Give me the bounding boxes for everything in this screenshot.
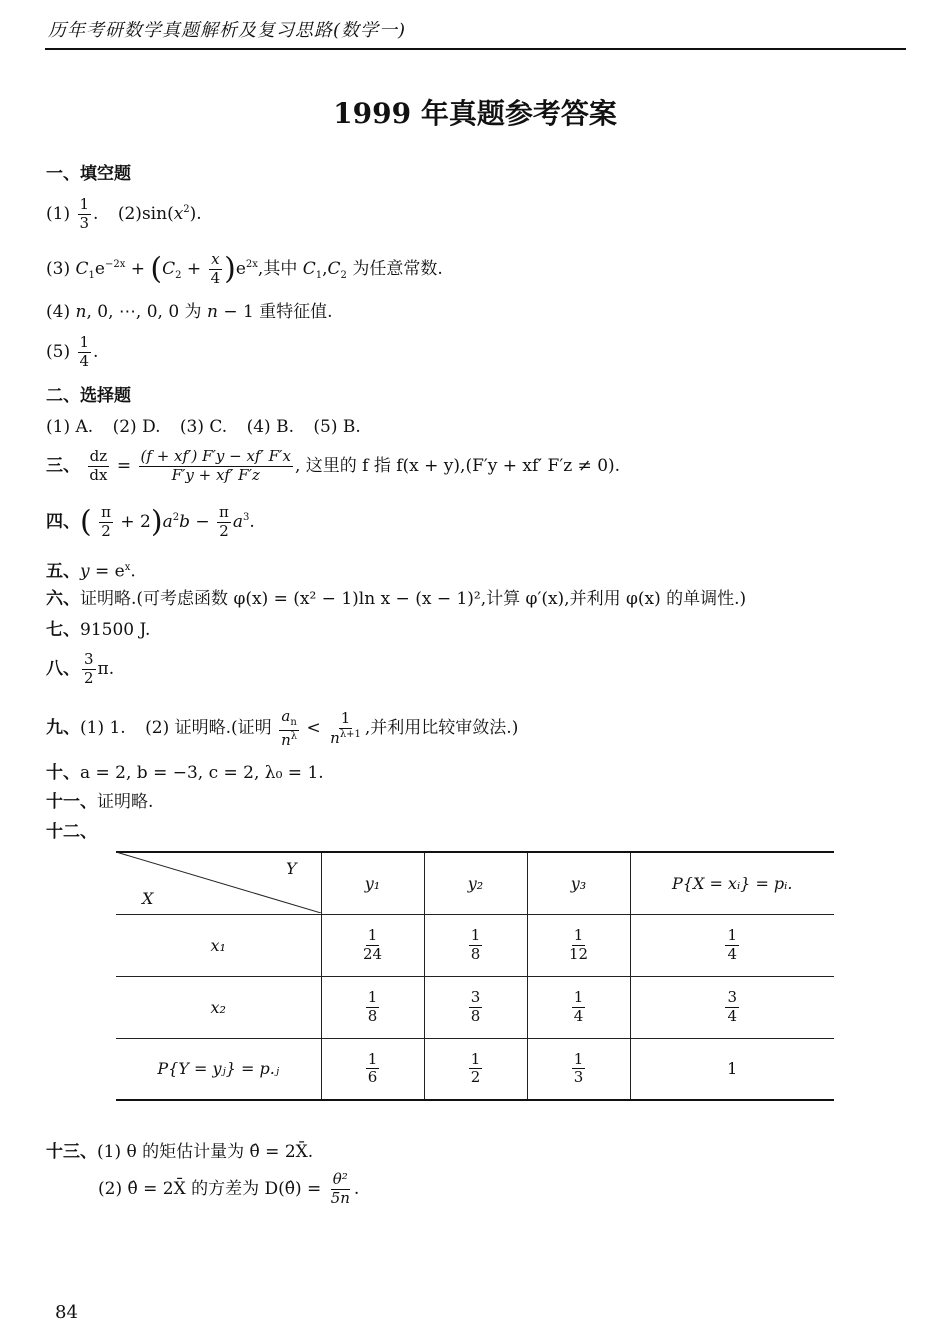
table-cell-fraction: $\frac{1}{3}$ <box>573 1049 584 1087</box>
table-cell-fraction: $\frac{1}{2}$ <box>470 1049 481 1087</box>
table-cell-fraction: $\frac{3}{4}$ <box>727 987 738 1025</box>
answer-1-3: (3) $C_1e^{-2x} + (C_2$ + $\frac{x}{4}$ )$e^{2x}$,其中 $C_1,C_2$ 为任意常数. <box>46 250 443 287</box>
answer-7: 七、91500 J. <box>46 620 151 640</box>
answer-4: 四、( $\frac{\pi}{2}$ + $2)a^2b$ − $\frac{\pi}{2}$ $a^3$. <box>46 503 255 540</box>
table-row <box>116 976 834 1038</box>
table-cell-fraction: $\frac{1}{8}$ <box>367 987 378 1025</box>
col-header: y₁ <box>364 873 381 893</box>
table-cell-fraction: $\frac{1}{4}$ <box>727 925 738 963</box>
fraction: $\frac{dz}{dx}$ <box>89 447 108 484</box>
answer-12-label: 十二、 <box>46 822 97 842</box>
section-heading-choice: 二、选择题 <box>46 386 131 406</box>
fraction: $\frac{\text{θ²}}{5n}$ <box>330 1170 350 1207</box>
fraction: $\frac{a_n}{n^\lambda}$ <box>281 707 298 749</box>
table-cell-fraction: $\frac{1}{24}$ <box>362 925 383 963</box>
table-cell-total: 1 <box>727 1059 738 1079</box>
joint-distribution-table <box>116 851 834 1099</box>
fraction: $\frac{(f + xf') F'y - xf' F'x}{F'y + xf' F'z}$ <box>140 447 291 484</box>
row-header: P{Y = yⱼ} = p.ⱼ <box>157 1059 280 1079</box>
answer-3: 三、 $\frac{dz}{dx}$ = $\frac{(f + xf') F'y - xf' F'x}{F'y + xf' F'z}$ , 这里的 f 指 f(x + y),(F′y + xf′ F′z ≠ 0). <box>46 447 621 484</box>
table-cell-fraction: $\frac{1}{4}$ <box>573 987 584 1025</box>
fraction: $\frac{\pi}{2}$ <box>219 503 229 540</box>
answers-choice: (1) A. (2) D. (3) C. (4) B. (5) B. <box>46 417 361 437</box>
table-cell-fraction: $\frac{1}{12}$ <box>568 925 589 963</box>
answer-9: 九、(1) 1. (2) 证明略.(证明 $\frac{a_n}{n^\lambda}$ < $\frac{1}{n^{\lambda+1}}$ ,并利用比较审敛法.) <box>46 707 519 749</box>
table-row <box>116 1038 834 1100</box>
table-corner-diagonal <box>116 851 321 913</box>
answer-1-1: (1) $\frac{1}{3}$ . $(2)\sin(x^2)$. <box>46 195 202 232</box>
fraction: $\frac{1}{3}$ <box>79 195 90 232</box>
fraction: $\frac{3}{2}$ <box>84 650 94 687</box>
answer-13-1: 十三、(1) θ 的矩估计量为 θ̂ = 2X̄. <box>46 1142 314 1162</box>
page-title: 1999 年真题参考答案 <box>333 97 617 130</box>
answer-8: 八、 $\frac{3}{2}$ π. <box>46 650 115 687</box>
fraction: $\frac{\pi}{2}$ <box>101 503 111 540</box>
answer-6: 六、证明略.(可考虑函数 φ(x) = (x² − 1)ln x − (x − 1)²,计算 φ′(x),并利用 φ(x) 的单调性.) <box>46 589 747 609</box>
row-header: x₁ <box>210 935 226 955</box>
table-row <box>116 914 834 976</box>
answer-11: 十一、证明略. <box>46 792 154 812</box>
fraction: $\frac{1}{n^{\lambda+1}}$ <box>330 708 361 747</box>
answer-10: 十、a = 2, b = −3, c = 2, λ₀ = 1. <box>46 763 324 783</box>
col-header: P{X = xᵢ} = pᵢ. <box>672 873 793 893</box>
fraction: $\frac{x}{4}$ <box>210 250 221 287</box>
answer-5: 五、$y = e^x$. <box>46 561 136 582</box>
answer-1-4: (4) n, 0, ⋯, 0, 0 为 n − 1 重特征值. <box>46 302 333 322</box>
table-cell-fraction: $\frac{1}{6}$ <box>367 1049 378 1087</box>
header-rule <box>45 48 906 50</box>
col-header: y₂ <box>467 873 484 893</box>
table-cell-fraction: $\frac{3}{8}$ <box>470 987 481 1025</box>
col-header: y₃ <box>570 873 587 893</box>
running-header: 历年考研数学真题解析及复习思路(数学一) <box>48 20 407 41</box>
row-header: x₂ <box>210 997 226 1017</box>
page-number: 84 <box>55 1302 78 1323</box>
fraction: $\frac{1}{4}$ <box>79 333 90 370</box>
table-cell-fraction: $\frac{1}{8}$ <box>470 925 481 963</box>
answer-1-5: (5) $\frac{1}{4}$ . <box>46 333 99 370</box>
section-heading-fill-in: 一、填空题 <box>46 164 131 184</box>
answer-13-2: (2) θ̂ = 2X̄ 的方差为 D(θ̂) = $\frac{\text{θ²}}{5n}$ . <box>98 1170 360 1207</box>
corner-cell: Y X <box>116 852 321 914</box>
